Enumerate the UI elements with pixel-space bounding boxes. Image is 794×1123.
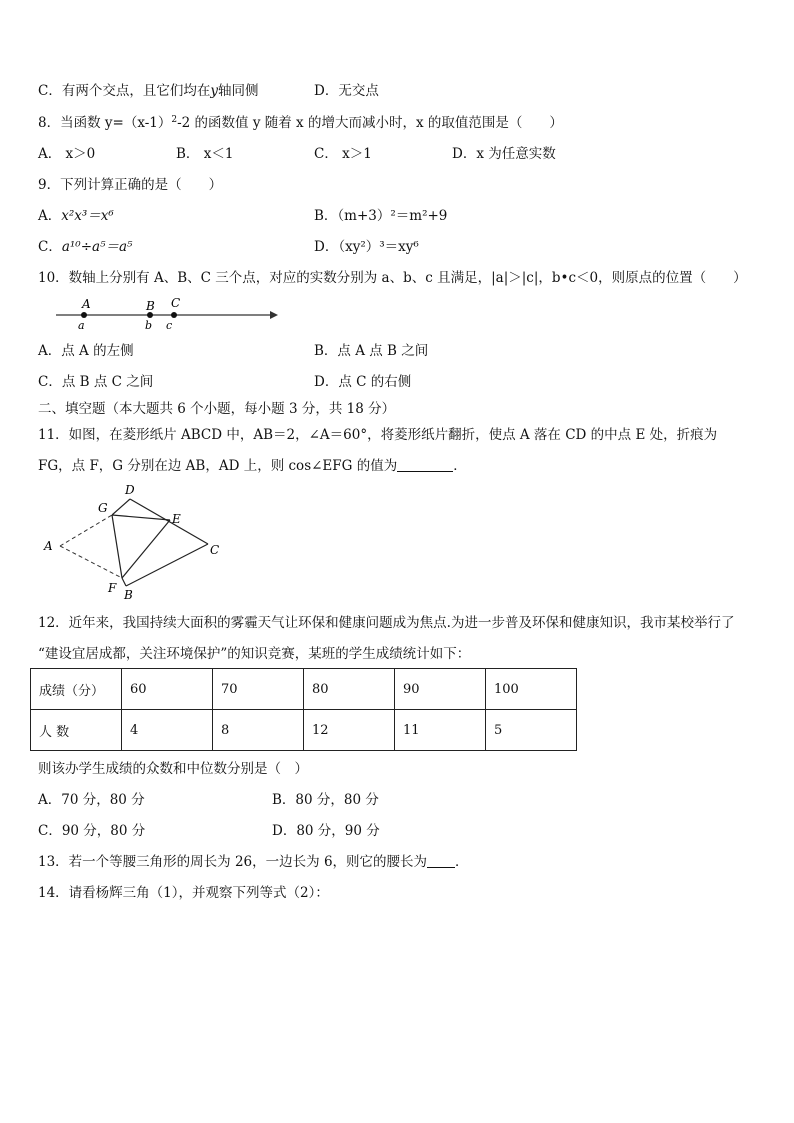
label-g: G: [98, 501, 108, 515]
table-cell: 100: [486, 669, 577, 710]
table-row: [31, 710, 577, 751]
score-table: [30, 668, 577, 751]
q14: 14．请看杨辉三角（1），并观察下列等式（2）：: [38, 885, 329, 901]
point-a: [81, 312, 87, 318]
table-cell: 80: [304, 669, 395, 710]
q9-option-d: D．（xy²）³＝xy⁶: [314, 239, 419, 255]
table-row: [31, 669, 577, 710]
q12-ask: 则该办学生成绩的众数和中位数分别是（ ）: [38, 761, 308, 777]
label-f: F: [108, 581, 117, 595]
q10-option-c: C．点 B 点 C 之间: [38, 374, 154, 390]
table-cell: 11: [395, 710, 486, 751]
label-upper-a: A: [82, 297, 91, 311]
q9-stem: 9．下列计算正确的是（ ）: [38, 177, 223, 193]
table-cell: 12: [304, 710, 395, 751]
axis-arrow: [270, 311, 278, 319]
label-lower-a: a: [78, 319, 85, 332]
q9-option-b: B．（m+3）²＝m²+9: [314, 208, 448, 224]
q12-option-d: D．80 分，90 分: [272, 823, 380, 839]
q8-option-b: B． x＜1: [176, 146, 234, 162]
label-e: E: [172, 512, 181, 526]
table-cell: 8: [213, 710, 304, 751]
table-cell: 60: [122, 669, 213, 710]
answer-blank: [397, 457, 453, 472]
label-upper-c: C: [171, 296, 181, 310]
label-c: C: [210, 543, 220, 557]
q10-option-a: A．点 A 的左侧: [38, 343, 134, 359]
q12-option-b: B．80 分，80 分: [272, 792, 379, 808]
label-a: A: [44, 539, 53, 553]
label-b: B: [124, 588, 133, 602]
q8-option-a: A． x＞0: [38, 146, 96, 162]
q11-line2: FG，点 F，G 分别在边 AB，AD 上，则 cos∠EFG 的值为 ．: [38, 458, 467, 474]
rhombus-figure: [40, 482, 230, 602]
q10-stem: 10．数轴上分别有 A、B、C 三个点，对应的实数分别为 a、b、c 且满足，|a|＞|c|，b•c＜0，则原点的位置（ ）: [38, 270, 747, 286]
q12-line2: “建设宜居成都，关注环境保护”的知识竞赛，某班的学生成绩统计如下：: [38, 646, 471, 662]
table-cell: 成绩（分）: [31, 669, 122, 710]
table-cell: 人 数: [31, 710, 122, 751]
q8-option-c: C． x＞1: [314, 146, 372, 162]
q11-line1: 11．如图，在菱形纸片 ABCD 中，AB＝2，∠A＝60°，将菱形纸片翻折，使点 A 落在 CD 的中点 E 处，折痕为: [38, 427, 718, 443]
q8-option-d: D．x 为任意实数: [452, 146, 556, 162]
q12-option-a: A．70 分，80 分: [38, 792, 145, 808]
table-cell: 5: [486, 710, 577, 751]
label-upper-b: B: [146, 299, 155, 313]
point-c: [171, 312, 177, 318]
q12-line1: 12．近年来，我国持续大面积的雾霾天气让环保和健康问题成为焦点.为进一步普及环保和健康知识，我市某校举行了: [38, 615, 735, 631]
label-lower-b: b: [145, 319, 153, 332]
table-cell: 90: [395, 669, 486, 710]
table-cell: 70: [213, 669, 304, 710]
q8-stem: 8．当函数 $y=(x-1)^2-2$ 的函数值 y 随着 x 的增大而减小时，x 的取值范围是（ ）: [38, 115, 563, 131]
table-cell: 4: [122, 710, 213, 751]
q7-option-c: C．有两个交点，且它们均在y轴同侧: [38, 83, 259, 99]
q13: 13．若一个等腰三角形的周长为 26，一边长为 6，则它的腰长为 ．: [38, 854, 469, 870]
answer-blank: [427, 853, 455, 868]
q12-option-c: C．90 分，80 分: [38, 823, 146, 839]
q10-option-d: D．点 C 的右侧: [314, 374, 412, 390]
q7-option-d: D．无交点: [314, 83, 379, 99]
label-lower-c: c: [166, 319, 173, 332]
q10-option-b: B．点 A 点 B 之间: [314, 343, 429, 359]
section-heading: 二、填空题（本大题共 6 个小题，每小题 3 分，共 18 分）: [38, 401, 396, 417]
number-line-figure: [52, 296, 282, 334]
q9-option-a: A．x²x³＝x⁶: [38, 208, 114, 224]
q9-option-c: C．a¹⁰÷a⁵＝a⁵: [38, 239, 133, 255]
label-d: D: [125, 483, 135, 497]
